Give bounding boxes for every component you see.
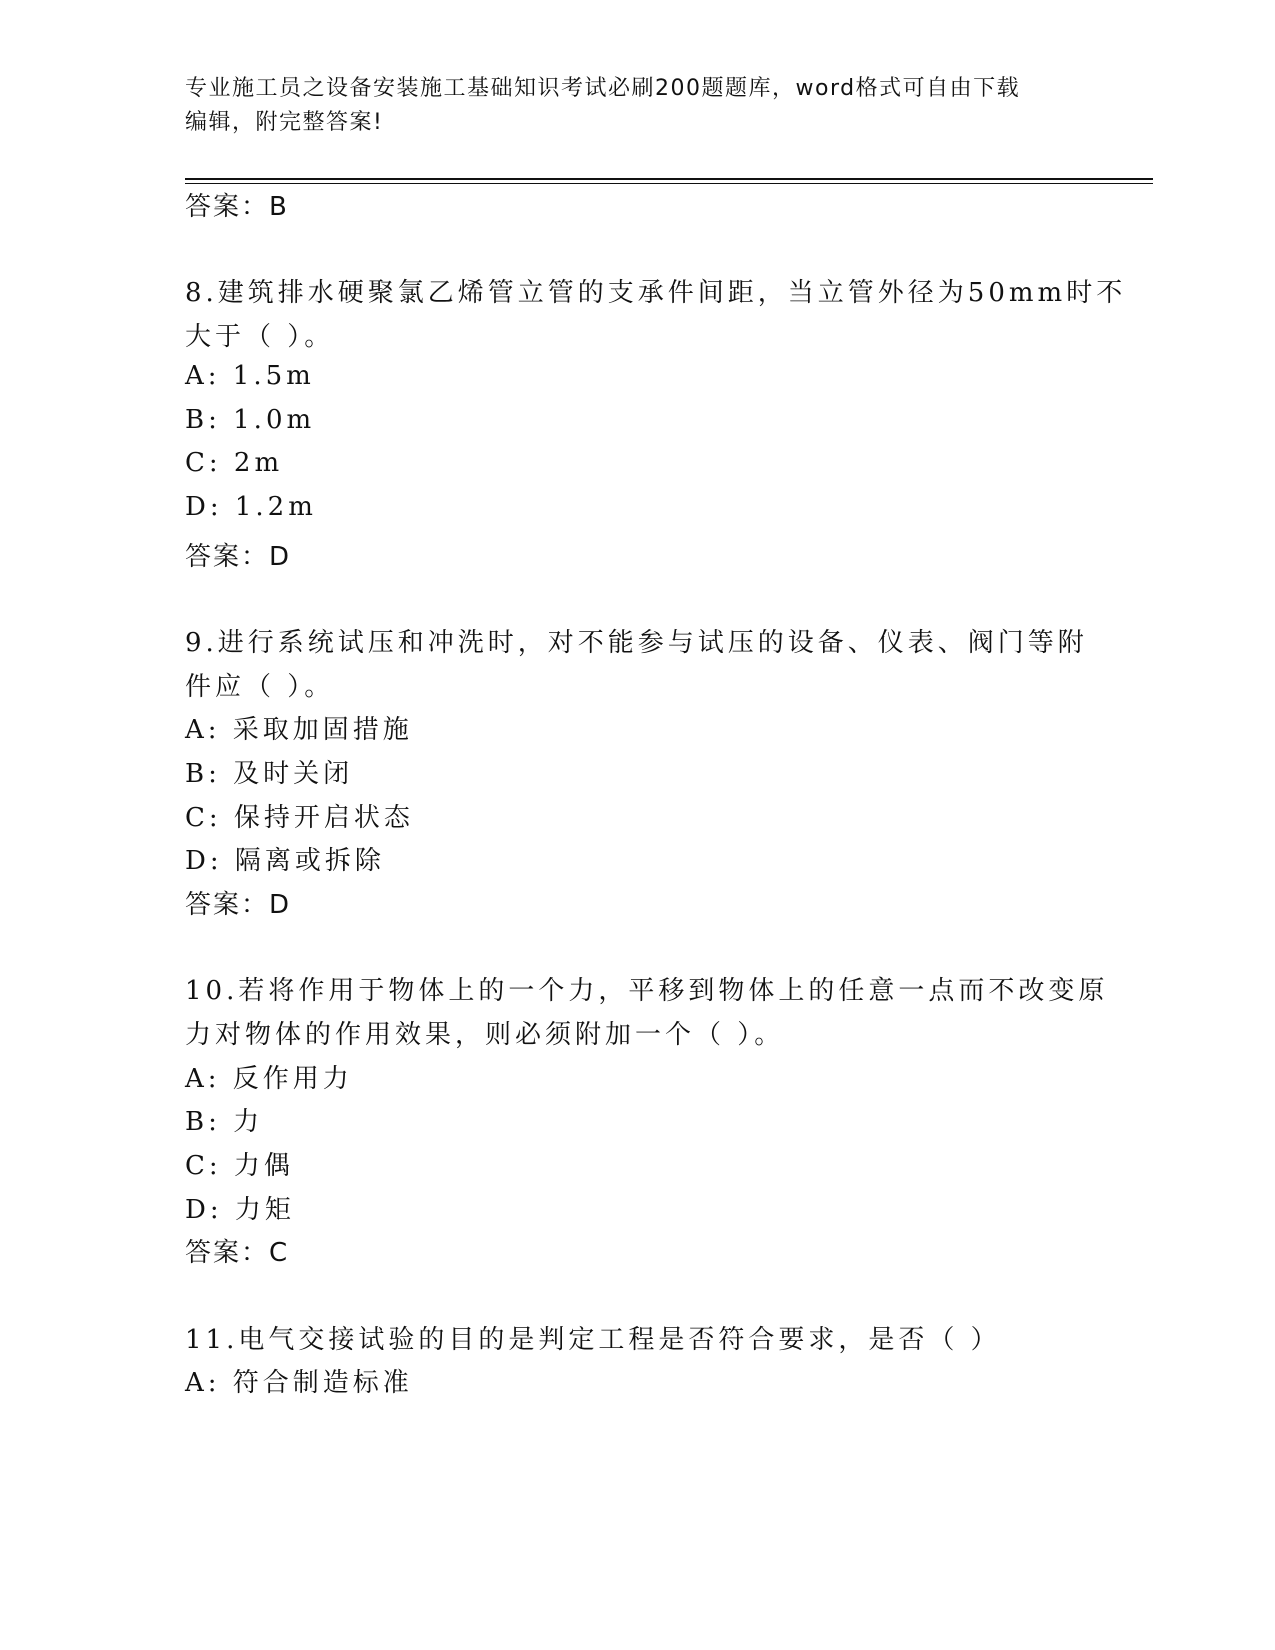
header-line-2: 编辑，附完整答案! <box>185 110 384 135</box>
q9-option-d: D: 隔离或拆除 <box>185 846 385 876</box>
q11-option-a: A: 符合制造标准 <box>185 1368 413 1398</box>
q8-stem-line-1: 8.建筑排水硬聚氯乙烯管立管的支承件间距，当立管外径为50mm时不 <box>185 278 1127 308</box>
q10-stem-line-1: 10.若将作用于物体上的一个力，平移到物体上的任意一点而不改变原 <box>185 976 1109 1006</box>
q8-option-c: C: 2m <box>185 448 284 478</box>
document-header <box>185 72 1065 140</box>
q9-answer: 答案：D <box>185 890 292 920</box>
header-line-1: 专业施工员之设备安装施工基础知识考试必刷200题题库，word格式可自由下载 <box>185 76 1021 101</box>
q9-stem-line-1: 9.进行系统试压和冲洗时，对不能参与试压的设备、仪表、阀门等附 <box>185 628 1088 658</box>
q8-option-d: D: 1.2m <box>185 492 317 522</box>
q10-option-d: D: 力矩 <box>185 1195 295 1225</box>
q9-option-c: C: 保持开启状态 <box>185 803 414 833</box>
q9-option-a: A: 采取加固措施 <box>185 715 413 745</box>
q10-answer: 答案：C <box>185 1238 290 1268</box>
q11-stem-line-1: 11.电气交接试验的目的是判定工程是否符合要求，是否（ ） <box>185 1325 1001 1355</box>
previous-answer: 答案：B <box>185 192 289 222</box>
q9-stem-line-2: 件应（ ）。 <box>185 672 335 702</box>
q10-option-c: C: 力偶 <box>185 1151 294 1181</box>
q10-option-a: A: 反作用力 <box>185 1064 353 1094</box>
q10-stem-line-2: 力对物体的作用效果，则必须附加一个（ ）。 <box>185 1020 785 1050</box>
header-divider-thick <box>185 178 1153 180</box>
q9-option-b: B: 及时关闭 <box>185 759 354 789</box>
q10-option-b: B: 力 <box>185 1107 264 1137</box>
q8-option-b: B: 1.0m <box>185 405 316 435</box>
q8-option-a: A: 1.5m <box>185 361 315 391</box>
q8-answer: 答案：D <box>185 542 292 572</box>
q8-stem-line-2: 大于（ ）。 <box>185 322 335 352</box>
header-divider-thin <box>185 183 1153 184</box>
